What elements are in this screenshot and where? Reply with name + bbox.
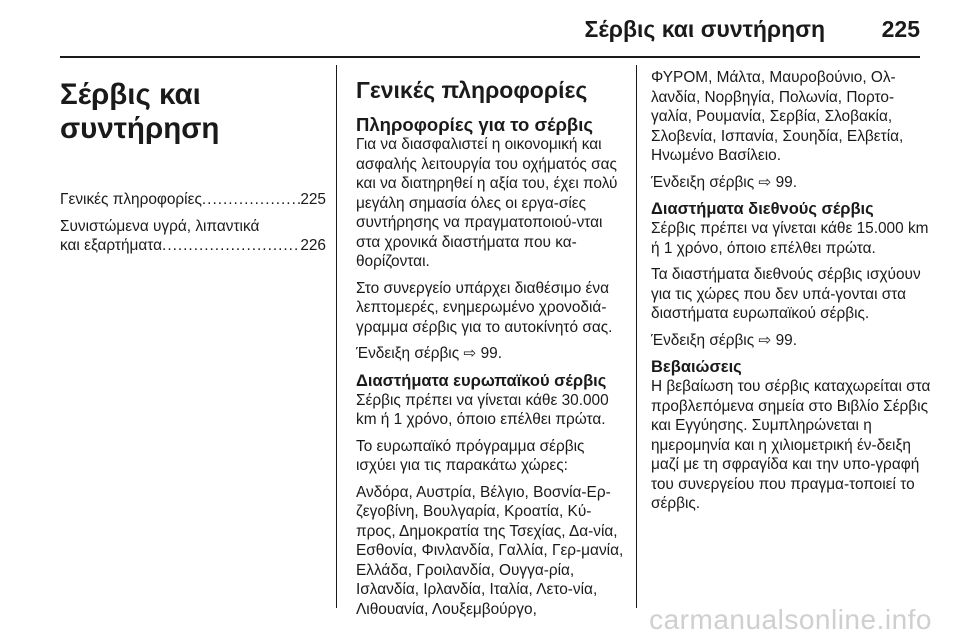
paragraph: Στο συνεργείο υπάρχει διαθέσιμο ένα λεπτομερές, ενημερωμένο χρονοδιά-γραμμα σέρβις για το αυτοκίνητό σας. [356,279,613,336]
chapter-title-line: συντήρηση [60,112,220,145]
watermark: carmanualsonline.info [649,604,932,635]
paragraph: Το ευρωπαϊκό πρόγραμμα σέρβις ισχύει για τις παρακάτω χώρες: [356,437,585,474]
paragraph: Ανδόρα, Αυστρία, Βέλγιο, Βοσνία-Ερ-ζεγοβίνη, Βουλγαρία, Κροατία, Κύ-προς, Δημοκρατία της Τσεχίας, Δα-νία, Εσθονία, Φινλανδία, Γαλλία, Γερ-μανία, Ελλάδα, Γροιλανδία, Ουγγα-ρία, Ισλανδία, Ιρλανδία, Ιταλία, Λετο-νία, Λιθουανία, Λουξεμβούργο, [356,483,624,618]
paragraph: Σέρβις πρέπει να γίνεται κάθε 30.000 km ή 1 χρόνο, όποιο επέλθει πρώτα. [356,391,609,428]
content-column-2 [356,68,624,626]
toc-entry[interactable] [60,190,326,210]
subsection-heading: Διαστήματα ευρωπαϊκού σέρβις [356,371,607,390]
toc-entry-label: Γενικές πληροφορίες [60,191,202,208]
section-heading: Γενικές πληροφορίες [356,77,588,103]
paragraph: Για να διασφαλιστεί η οικονομική και ασφαλής λειτουργία του οχήματός σας και να διατηρηθεί η αξία του, έχει πολύ μεγάλη σημασία όλες οι εργα-σίες συντήρησης να πραγματοποιού-νται στα χρονικά διαστήματα που κα-θορίζονται. [356,136,618,270]
paragraph: Τα διαστήματα διεθνούς σέρβις ισχύουν για τις χώρες που δεν υπά-γονται στα διαστήματα ευρωπαϊκού σέρβις. [651,266,921,322]
subsection-heading: Διαστήματα διεθνούς σέρβις [651,200,874,218]
paragraph: ΦΥΡΟΜ, Μάλτα, Μαυροβούνιο, Ολ-λανδία, Νορβηγία, Πολωνία, Πορτο-γαλία, Ρουμανία, Σερβία, Σλοβακία, Σλοβενία, Ισπανία, Σουηδία, Ελβετία, Ηνωμένο Βασίλειο. [651,69,904,164]
toc-entry-page: 226 [300,237,326,254]
running-header-title: Σέρβις και συντήρηση [584,16,825,42]
paragraph: Σέρβις πρέπει να γίνεται κάθε 15.000 km ή 1 χρόνο, όποιο επέλθει πρώτα. [651,220,929,257]
toc-entry-label: Συνιστώμενα υγρά, λιπαντικά [60,217,260,235]
column-divider [336,65,337,608]
paragraph: Η βεβαίωση του σέρβις καταχωρείται στα προβλεπόμενα σημεία στο Βιβλίο Σέρβις και Εγγύησης. Συμπληρώνεται η ημερομηνία και η χιλιομετρική έν-δειξη μαζί με τη σφραγίδα και την υπο-γραφή του συνεργείου που πραγμα-τοποιεί το σέρβις. [651,378,931,512]
toc-entry[interactable] [60,236,326,256]
toc-entry-line[interactable] [60,217,326,237]
toc-entry-page: 225 [300,191,326,208]
cross-reference: Ένδειξη σέρβις ⇨ 99. [356,345,502,362]
column-divider [636,65,637,608]
toc-dot-leader [202,190,300,210]
toc-entry-label: και εξαρτήματα [60,237,163,254]
cross-reference: Ένδειξη σέρβις ⇨ 99. [651,331,797,349]
cross-reference: Ένδειξη σέρβις ⇨ 99. [651,173,797,191]
subsection-heading: Βεβαιώσεις [651,358,742,376]
chapter-title-line: Σέρβις και [60,78,201,111]
page-number: 225 [881,16,920,42]
subsection-heading: Πληροφορίες για το σέρβις [356,114,593,135]
header-divider [60,56,920,58]
content-column-3 [651,68,933,521]
toc-dot-leader [162,236,300,256]
chapter-title [60,78,326,146]
chapter-column [60,68,326,263]
